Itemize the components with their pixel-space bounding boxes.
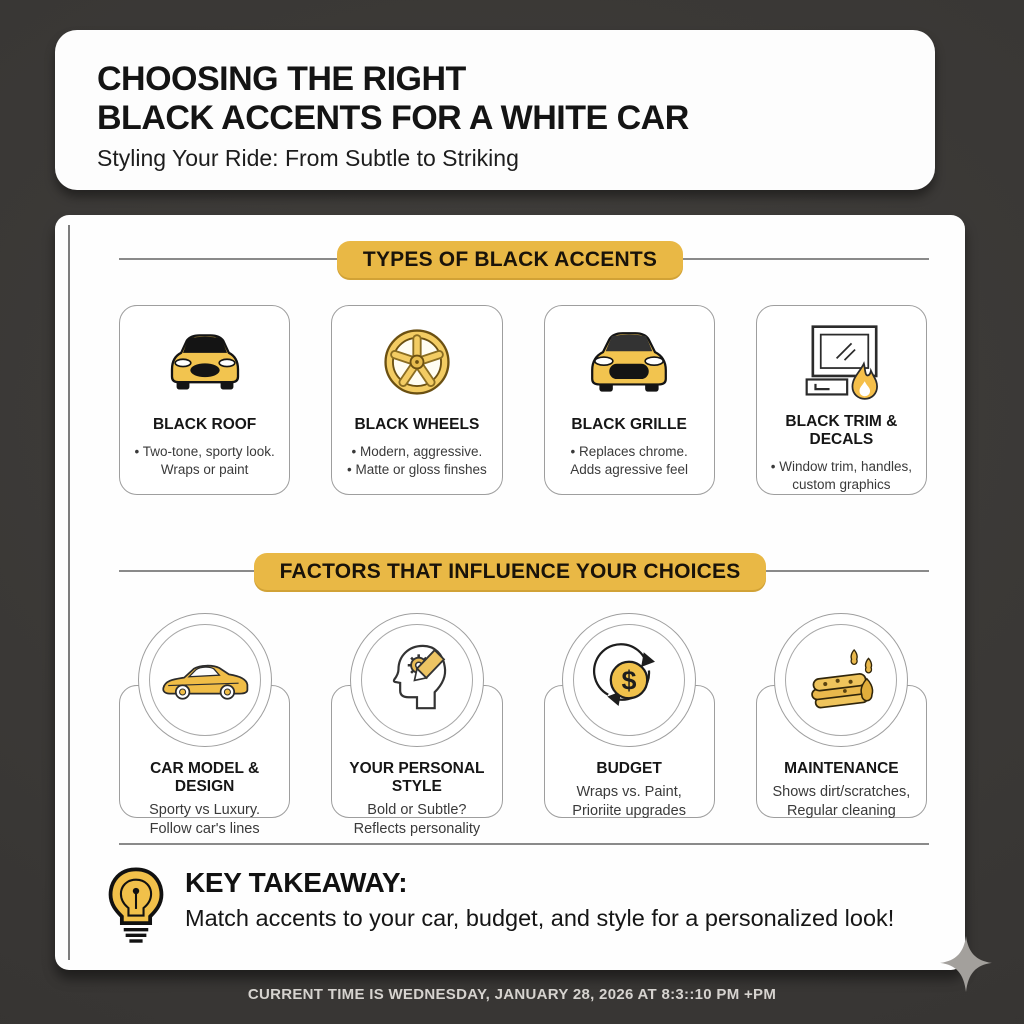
alloy-wheel-icon: [380, 320, 454, 404]
factor-circle-inner: [361, 624, 473, 736]
section2-banner: [55, 553, 965, 592]
section2-title: FACTORS THAT INFLUENCE YOUR CHOICES: [254, 553, 767, 592]
factor-title: YOUR PERSONAL STYLE: [349, 760, 485, 795]
factor-lines: Bold or Subtle? Reflects personality: [353, 802, 481, 837]
key-takeaway: [103, 865, 937, 951]
header-card: [55, 30, 935, 190]
factor-circle: [350, 613, 484, 747]
accent-card-title: BLACK TRIM & DECALS: [785, 413, 898, 448]
accent-card-title: BLACK ROOF: [152, 416, 257, 433]
factor-circle: [562, 613, 696, 747]
section1-banner: [55, 241, 965, 280]
accent-card-black-trim-decals: [756, 305, 927, 495]
accent-card-lines: • Window trim, handles, custom graphics: [770, 459, 913, 492]
accent-card-lines: • Two-tone, sporty look. Wraps or paint: [134, 444, 275, 477]
page-title-line1: CHOOSING THE RIGHT: [97, 60, 466, 98]
takeaway-text: [185, 865, 894, 932]
factor-title: CAR MODEL & DESIGN: [150, 760, 260, 795]
accent-card-lines: • Modern, aggressive. • Matte or gloss finshes: [346, 444, 487, 477]
lightbulb-icon: [103, 865, 169, 951]
left-edge-line: [68, 225, 70, 960]
accent-card-black-wheels: [331, 305, 502, 495]
page-subtitle: Styling Your Ride: From Subtle to Striking: [97, 145, 519, 171]
accent-card-lines: • Replaces chrome. Adds agressive feel: [570, 444, 689, 477]
accent-cards-row: [119, 305, 927, 495]
factor-circle-inner: [785, 624, 897, 736]
takeaway-line: Match accents to your car, budget, and style for a personalized look!: [185, 905, 895, 931]
factor-lines: Wraps vs. Paint, Prioriite upgrades: [572, 784, 686, 819]
page-title-line2: BLACK ACCENTS FOR A WHITE CAR: [97, 99, 689, 137]
factor-cards-row: [119, 613, 927, 837]
factor-title: BUDGET: [596, 760, 662, 777]
factor-lines: Shows dirt/scratches, Regular cleaning: [772, 784, 911, 819]
factor-circle: [774, 613, 908, 747]
car-front-grille-icon: [579, 320, 679, 404]
factor-lines: Sporty vs Luxury. Follow car's lines: [149, 802, 261, 837]
takeaway-label: KEY TAKEAWAY:: [185, 867, 408, 898]
accent-card-black-grille: [544, 305, 715, 495]
head-gear-pencil-icon: [379, 640, 455, 720]
sponge-water-drops-icon: [800, 644, 882, 716]
sports-car-side-icon: [155, 656, 255, 704]
factor-circle: [138, 613, 272, 747]
factor-card-personal-style: [331, 613, 502, 837]
factor-circle-inner: [149, 624, 261, 736]
factor-circle-inner: [573, 624, 685, 736]
sparkle-icon: [940, 936, 992, 992]
dollar-refresh-icon: [590, 641, 668, 719]
svg-text:$: $: [621, 665, 637, 696]
takeaway-divider: [119, 843, 929, 845]
accent-card-black-roof: [119, 305, 290, 495]
section1-title: TYPES OF BLACK ACCENTS: [337, 241, 683, 280]
accent-card-title: BLACK GRILLE: [571, 416, 687, 433]
factor-card-budget: [544, 613, 715, 818]
factor-title: MAINTENANCE: [784, 760, 899, 777]
factor-card-model-design: [119, 613, 290, 837]
current-time-footer: CURRENT TIME IS WEDNESDAY, JANUARY 28, 2026 AT 8:3::10 PM +PM: [247, 986, 777, 1003]
car-front-black-roof-icon: [159, 320, 251, 404]
factor-card-maintenance: [756, 613, 927, 818]
window-trim-flame-decal-icon: [797, 320, 885, 401]
accent-card-title: BLACK WHEELS: [354, 416, 480, 433]
main-card: [55, 215, 965, 970]
